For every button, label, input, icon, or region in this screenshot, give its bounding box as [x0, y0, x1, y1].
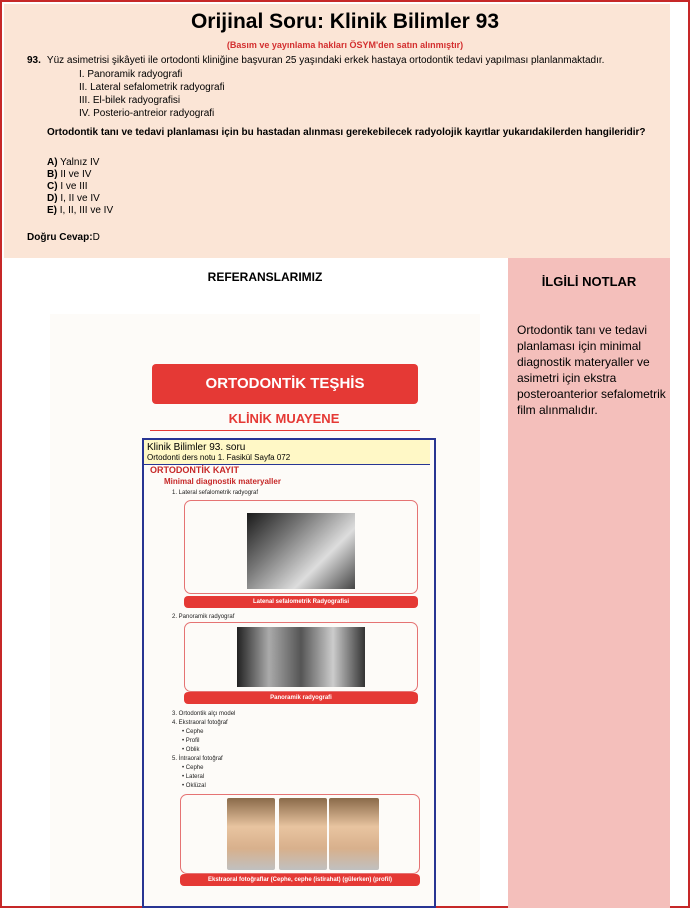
reference-line-1: Klinik Bilimler 93. soru	[147, 442, 246, 453]
reference-document	[50, 314, 480, 906]
list-item: IV. Posterio-antreior radyografi	[79, 108, 215, 119]
reference-box	[142, 438, 436, 908]
option-c[interactable]: C) I ve III	[47, 181, 88, 192]
list-item: • Oklüzal	[182, 783, 206, 789]
list-item: • Profil	[182, 738, 200, 744]
list-item: III. El-bilek radyografisi	[79, 95, 181, 106]
option-e[interactable]: E) I, II, III ve IV	[47, 205, 114, 216]
doc-item-3: 3. Ortodontik alçı model	[172, 711, 236, 717]
image-frame	[180, 794, 420, 874]
doc-section-title: ORTODONTİK KAYIT	[150, 465, 240, 475]
question-prompt: Ortodontik tanı ve tedavi planlaması için bu hastadan alınması gerekebilecek radyolojik kayıtlar yukarıdakilerden hangileridir?	[47, 127, 646, 138]
doc-item-1: 1. Lateral sefalometrik radyograf	[172, 490, 259, 496]
panoramic-xray-image	[237, 627, 365, 687]
list-item: • Oblik	[182, 747, 200, 753]
doc-subbanner: KLİNİK MUAYENE	[228, 411, 340, 426]
face-photo-front	[227, 798, 275, 870]
doc-item-2: 2. Panoramik radyograf	[172, 614, 235, 620]
page-title: Orijinal Soru: Klinik Bilimler 93	[190, 10, 500, 33]
question-stem	[27, 55, 604, 66]
reference-line-2: Ortodonti ders notu 1. Fasikül Sayfa 072	[147, 453, 291, 462]
doc-subsection-title: Minimal diagnostik materyaller	[164, 477, 281, 486]
cephalometric-xray-image	[247, 513, 355, 589]
list-item: I. Panoramik radyografi	[79, 69, 183, 80]
doc-item-4: 4. Ekstraoral fotoğraf	[172, 720, 228, 726]
references-title: REFERANSLARIMIZ	[207, 270, 323, 284]
doc-banner: ORTODONTİK TEŞHİS	[152, 364, 418, 404]
reference-label	[144, 440, 430, 465]
face-photo-smile	[279, 798, 327, 870]
doc-item-5: 5. İntraoral fotoğraf	[172, 756, 223, 762]
notes-text: Ortodontik tanı ve tedavi planlaması için minimal diagnostik materyaller ve asimetri için ekstra posteroanterior sefalometrik film alınmalıdır.	[517, 323, 666, 417]
question-items	[79, 68, 225, 120]
question-text: Yüz asimetrisi şikâyeti ile ortodonti kliniğine başvuran 25 yaşındaki erkek hastaya ortodontik tedavi yapılması planlanmaktadır.	[46, 55, 605, 66]
caption-1: Latenal sefalometrik Radyografisi	[184, 596, 418, 608]
notes-title: İLGİLİ NOTLAR	[541, 274, 637, 289]
list-item: • Cephe	[182, 729, 204, 735]
list-item: • Lateral	[182, 774, 205, 780]
copyright-notice: (Basım ve yayınlama hakları ÖSYM'den satın alınmıştır)	[226, 40, 464, 50]
notes-panel	[508, 258, 670, 908]
question-number: 93.	[27, 55, 41, 66]
doc-item-list	[172, 710, 235, 791]
caption-3: Ekstraoral fotoğraflar (Cephe, cephe (istirahat) (gülerken) (profil)	[180, 874, 420, 886]
correct-answer-value: D	[92, 232, 100, 243]
image-frame	[184, 622, 418, 692]
answer-options	[47, 157, 113, 217]
face-photo-profile	[329, 798, 379, 870]
option-d[interactable]: D) I, II ve IV	[47, 193, 100, 204]
list-item: • Cephe	[182, 765, 204, 771]
correct-answer	[27, 232, 100, 243]
correct-answer-label: Doğru Cevap:	[27, 232, 93, 243]
option-a[interactable]: A) Yalnız IV	[47, 157, 100, 168]
list-item: II. Lateral sefalometrik radyografi	[79, 82, 225, 93]
option-b[interactable]: B) II ve IV	[47, 169, 92, 180]
image-frame	[184, 500, 418, 594]
caption-2: Panoramik radyografi	[184, 692, 418, 704]
divider	[150, 430, 420, 431]
